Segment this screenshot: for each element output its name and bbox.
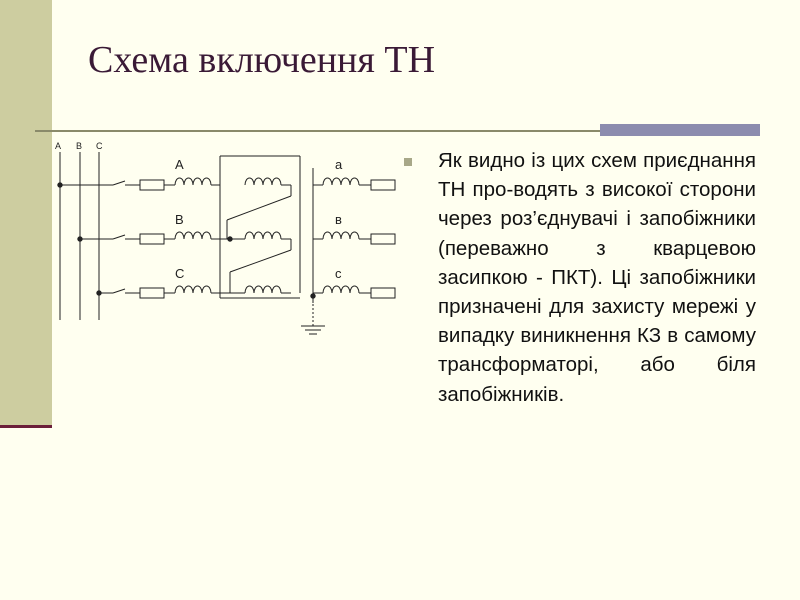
slide-body-text: Як видно із цих схем приєднання ТН про-водять з високої сторони через роз’єднувачі і запобіжники (переважно з кварцевою засипкою - ПКТ). Ці запобіжники призначені для захисту мережі у випадку виникнення КЗ в самому трансформаторі, або біля запобіжників. [438, 149, 756, 406]
primary-winding-b [175, 232, 211, 239]
secondary-fuse-b [371, 234, 395, 244]
disconnector-b [113, 235, 125, 239]
secondary-label-b: в [335, 212, 342, 227]
fuse-c [140, 288, 164, 298]
disconnector-a [113, 181, 125, 185]
primary-winding-a [175, 178, 211, 185]
bus-label-c: С [96, 141, 103, 151]
fuse-b [140, 234, 164, 244]
disconnector-c [113, 289, 125, 293]
secondary-winding-c [323, 286, 359, 293]
secondary-winding-a [323, 178, 359, 185]
secondary-label-a: а [335, 157, 343, 172]
title-divider [35, 130, 600, 132]
secondary-winding-b [323, 232, 359, 239]
secondary-fuse-c [371, 288, 395, 298]
secondary-label-c: с [335, 266, 342, 281]
secondary-fuse-a [371, 180, 395, 190]
middle-winding-2 [245, 232, 281, 239]
left-decor-line [0, 425, 52, 428]
bullet-icon [404, 158, 412, 166]
middle-winding-3 [245, 286, 281, 293]
middle-winding-1 [245, 178, 281, 185]
bus-label-b: В [76, 141, 83, 151]
primary-winding-c [175, 286, 211, 293]
primary-label-a: А [175, 157, 184, 172]
bus-label-a: А [55, 141, 62, 151]
junction-dot-mid [228, 237, 232, 241]
primary-label-c: С [175, 266, 185, 281]
primary-label-b: В [175, 212, 184, 227]
slide-title: Схема включення ТН [88, 39, 436, 81]
fuse-a [140, 180, 164, 190]
divider-accent [600, 124, 760, 136]
vt-connection-diagram [45, 138, 400, 338]
